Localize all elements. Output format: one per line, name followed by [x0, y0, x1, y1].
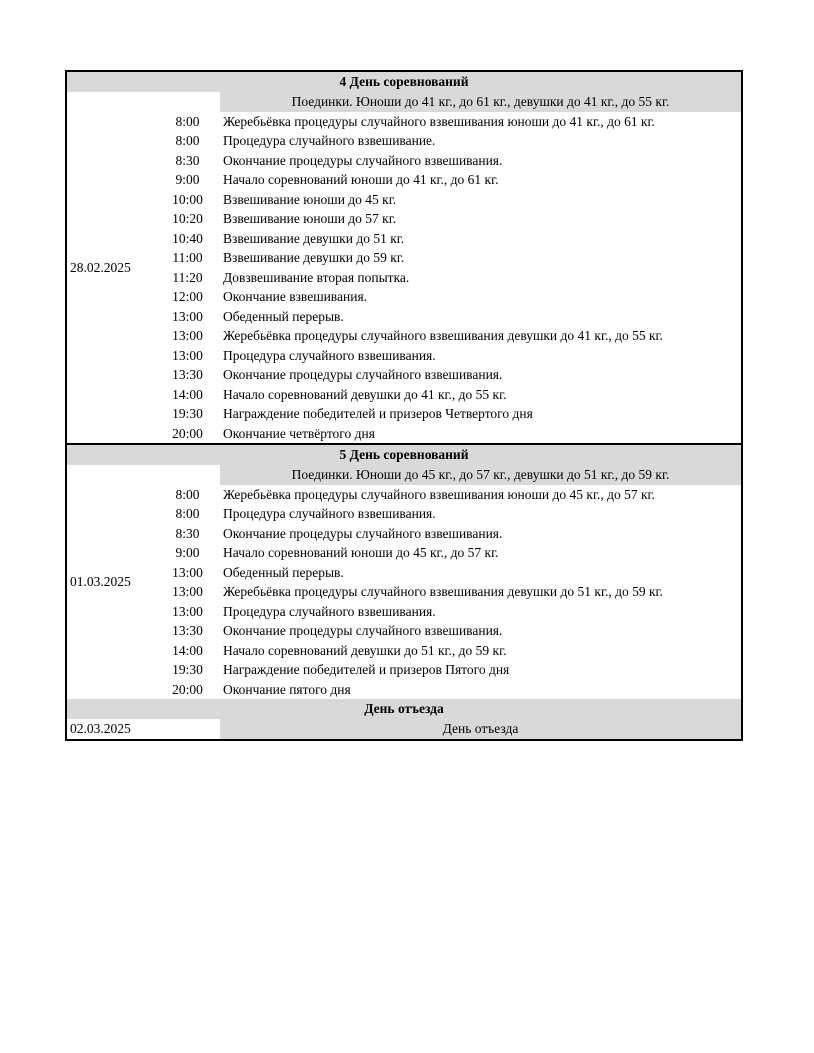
event-row: [155, 641, 741, 661]
event-time: 20:00: [172, 681, 203, 697]
event-row: [155, 151, 741, 171]
event-description: Окончание взвешивания.: [223, 289, 368, 304]
event-row: [155, 660, 741, 680]
event-time: 19:30: [172, 662, 203, 677]
day-rows: [155, 465, 741, 699]
day-date: 28.02.2025: [70, 259, 131, 275]
event-row: [155, 524, 741, 544]
event-row: [155, 385, 741, 405]
event-description: Начало соревнований юноши до 45 кг., до 57 кг.: [223, 545, 499, 560]
event-row: [155, 112, 741, 132]
event-row: [155, 404, 741, 424]
departure-row: [67, 719, 741, 739]
event-description: Окончание процедуры случайного взвешивания.: [223, 152, 503, 168]
event-row: [155, 190, 741, 210]
event-time: 13:00: [172, 603, 203, 619]
event-row: [155, 680, 741, 700]
event-description: Начало соревнований юноши до 41 кг., до 61 кг.: [223, 172, 499, 187]
event-description: Процедура случайного взвешивания.: [223, 603, 436, 619]
event-time: 10:40: [172, 230, 203, 246]
event-description: Взвешивание девушки до 51 кг.: [223, 230, 405, 246]
event-time: 8:00: [175, 486, 200, 502]
event-time: 20:00: [172, 425, 203, 441]
event-time: 10:00: [172, 191, 203, 207]
event-time: 9:00: [175, 172, 200, 187]
event-time: 13:00: [172, 584, 203, 599]
event-time: 13:00: [172, 564, 203, 580]
event-description: Процедура случайного взвешивания.: [223, 506, 436, 521]
event-description: Жеребьёвка процедуры случайного взвешивания юноши до 41 кг., до 61 кг.: [223, 113, 655, 129]
event-time: 12:00: [172, 289, 203, 304]
event-description: Взвешивание юноши до 57 кг.: [223, 211, 397, 226]
schedule-table: [65, 70, 743, 741]
subtitle-spacer: [155, 465, 220, 485]
event-description: Окончание четвёртого дня: [223, 425, 375, 441]
event-row: [155, 563, 741, 583]
event-row: [155, 346, 741, 366]
event-description: Обеденный перерыв.: [223, 308, 344, 324]
event-row: [155, 424, 741, 444]
event-description: Награждение победителей и призеров Пятого дня: [223, 662, 510, 677]
event-row: [155, 307, 741, 327]
departure-header: День отъезда: [67, 699, 741, 719]
event-row: [155, 229, 741, 249]
event-time: 19:30: [172, 406, 203, 421]
event-description: Начало соревнований девушки до 41 кг., до 55 кг.: [223, 386, 507, 402]
event-description: Окончание пятого дня: [223, 681, 351, 697]
event-time: 8:30: [175, 525, 200, 541]
subtitle-spacer: [155, 92, 220, 112]
event-time: 11:20: [172, 269, 203, 285]
event-row: [155, 287, 741, 307]
event-description: Взвешивание юноши до 45 кг.: [223, 191, 397, 207]
departure-section: [67, 699, 741, 739]
day-section: [67, 443, 741, 699]
event-description: Обеденный перерыв.: [223, 564, 344, 580]
event-row: [155, 131, 741, 151]
event-description: Жеребьёвка процедуры случайного взвешивания девушки до 41 кг., до 55 кг.: [223, 328, 663, 343]
day-rows: [155, 92, 741, 443]
day-date: 01.03.2025: [70, 574, 131, 589]
event-time: 13:00: [172, 308, 203, 324]
event-row: [155, 621, 741, 641]
event-row: [155, 326, 741, 346]
event-row: [155, 209, 741, 229]
event-time: 8:30: [175, 152, 200, 168]
event-description: Окончание процедуры случайного взвешивания.: [223, 623, 503, 638]
departure-text: День отъезда: [220, 719, 741, 739]
day-section: [67, 72, 741, 443]
event-description: Награждение победителей и призеров Четвертого дня: [223, 406, 533, 421]
event-time: 13:00: [172, 347, 203, 363]
event-time: 11:00: [172, 250, 203, 265]
event-row: [155, 543, 741, 563]
event-time: 8:00: [175, 506, 200, 521]
departure-date: 02.03.2025: [70, 721, 131, 736]
event-description: Довзвешивание вторая попытка.: [223, 269, 410, 285]
event-time: 8:00: [175, 133, 200, 148]
subtitle-row: [155, 92, 741, 112]
event-time: 8:00: [175, 113, 200, 129]
event-row: [155, 485, 741, 505]
day-subtitle: Поединки. Юноши до 41 кг., до 61 кг., девушки до 41 кг., до 55 кг.: [220, 92, 741, 112]
event-time: 13:00: [172, 328, 203, 343]
event-description: Взвешивание девушки до 59 кг.: [223, 250, 405, 265]
day-body: [67, 92, 741, 443]
event-description: Начало соревнований девушки до 51 кг., до 59 кг.: [223, 642, 507, 658]
event-time: 14:00: [172, 386, 203, 402]
event-description: Окончание процедуры случайного взвешивания.: [223, 525, 503, 541]
day-subtitle: Поединки. Юноши до 45 кг., до 57 кг., девушки до 51 кг., до 59 кг.: [220, 465, 741, 485]
day-header: 5 День соревнований: [67, 445, 741, 465]
event-row: [155, 602, 741, 622]
event-description: Процедура случайного взвешивания.: [223, 347, 436, 363]
days-container: [67, 72, 741, 699]
event-row: [155, 170, 741, 190]
event-row: [155, 365, 741, 385]
event-time: 14:00: [172, 642, 203, 658]
day-header: 4 День соревнований: [67, 72, 741, 92]
event-description: Окончание процедуры случайного взвешивания.: [223, 367, 503, 382]
event-time: 9:00: [175, 545, 200, 560]
event-row: [155, 582, 741, 602]
event-row: [155, 268, 741, 288]
event-time: 13:30: [172, 367, 203, 382]
event-time: 10:20: [172, 211, 203, 226]
event-row: [155, 248, 741, 268]
event-description: Жеребьёвка процедуры случайного взвешивания девушки до 51 кг., до 59 кг.: [223, 584, 663, 599]
subtitle-row: [155, 465, 741, 485]
event-description: Жеребьёвка процедуры случайного взвешивания юноши до 45 кг., до 57 кг.: [223, 486, 655, 502]
event-description: Процедура случайного взвешивание.: [223, 133, 436, 148]
event-row: [155, 504, 741, 524]
day-body: [67, 465, 741, 699]
event-time: 13:30: [172, 623, 203, 638]
